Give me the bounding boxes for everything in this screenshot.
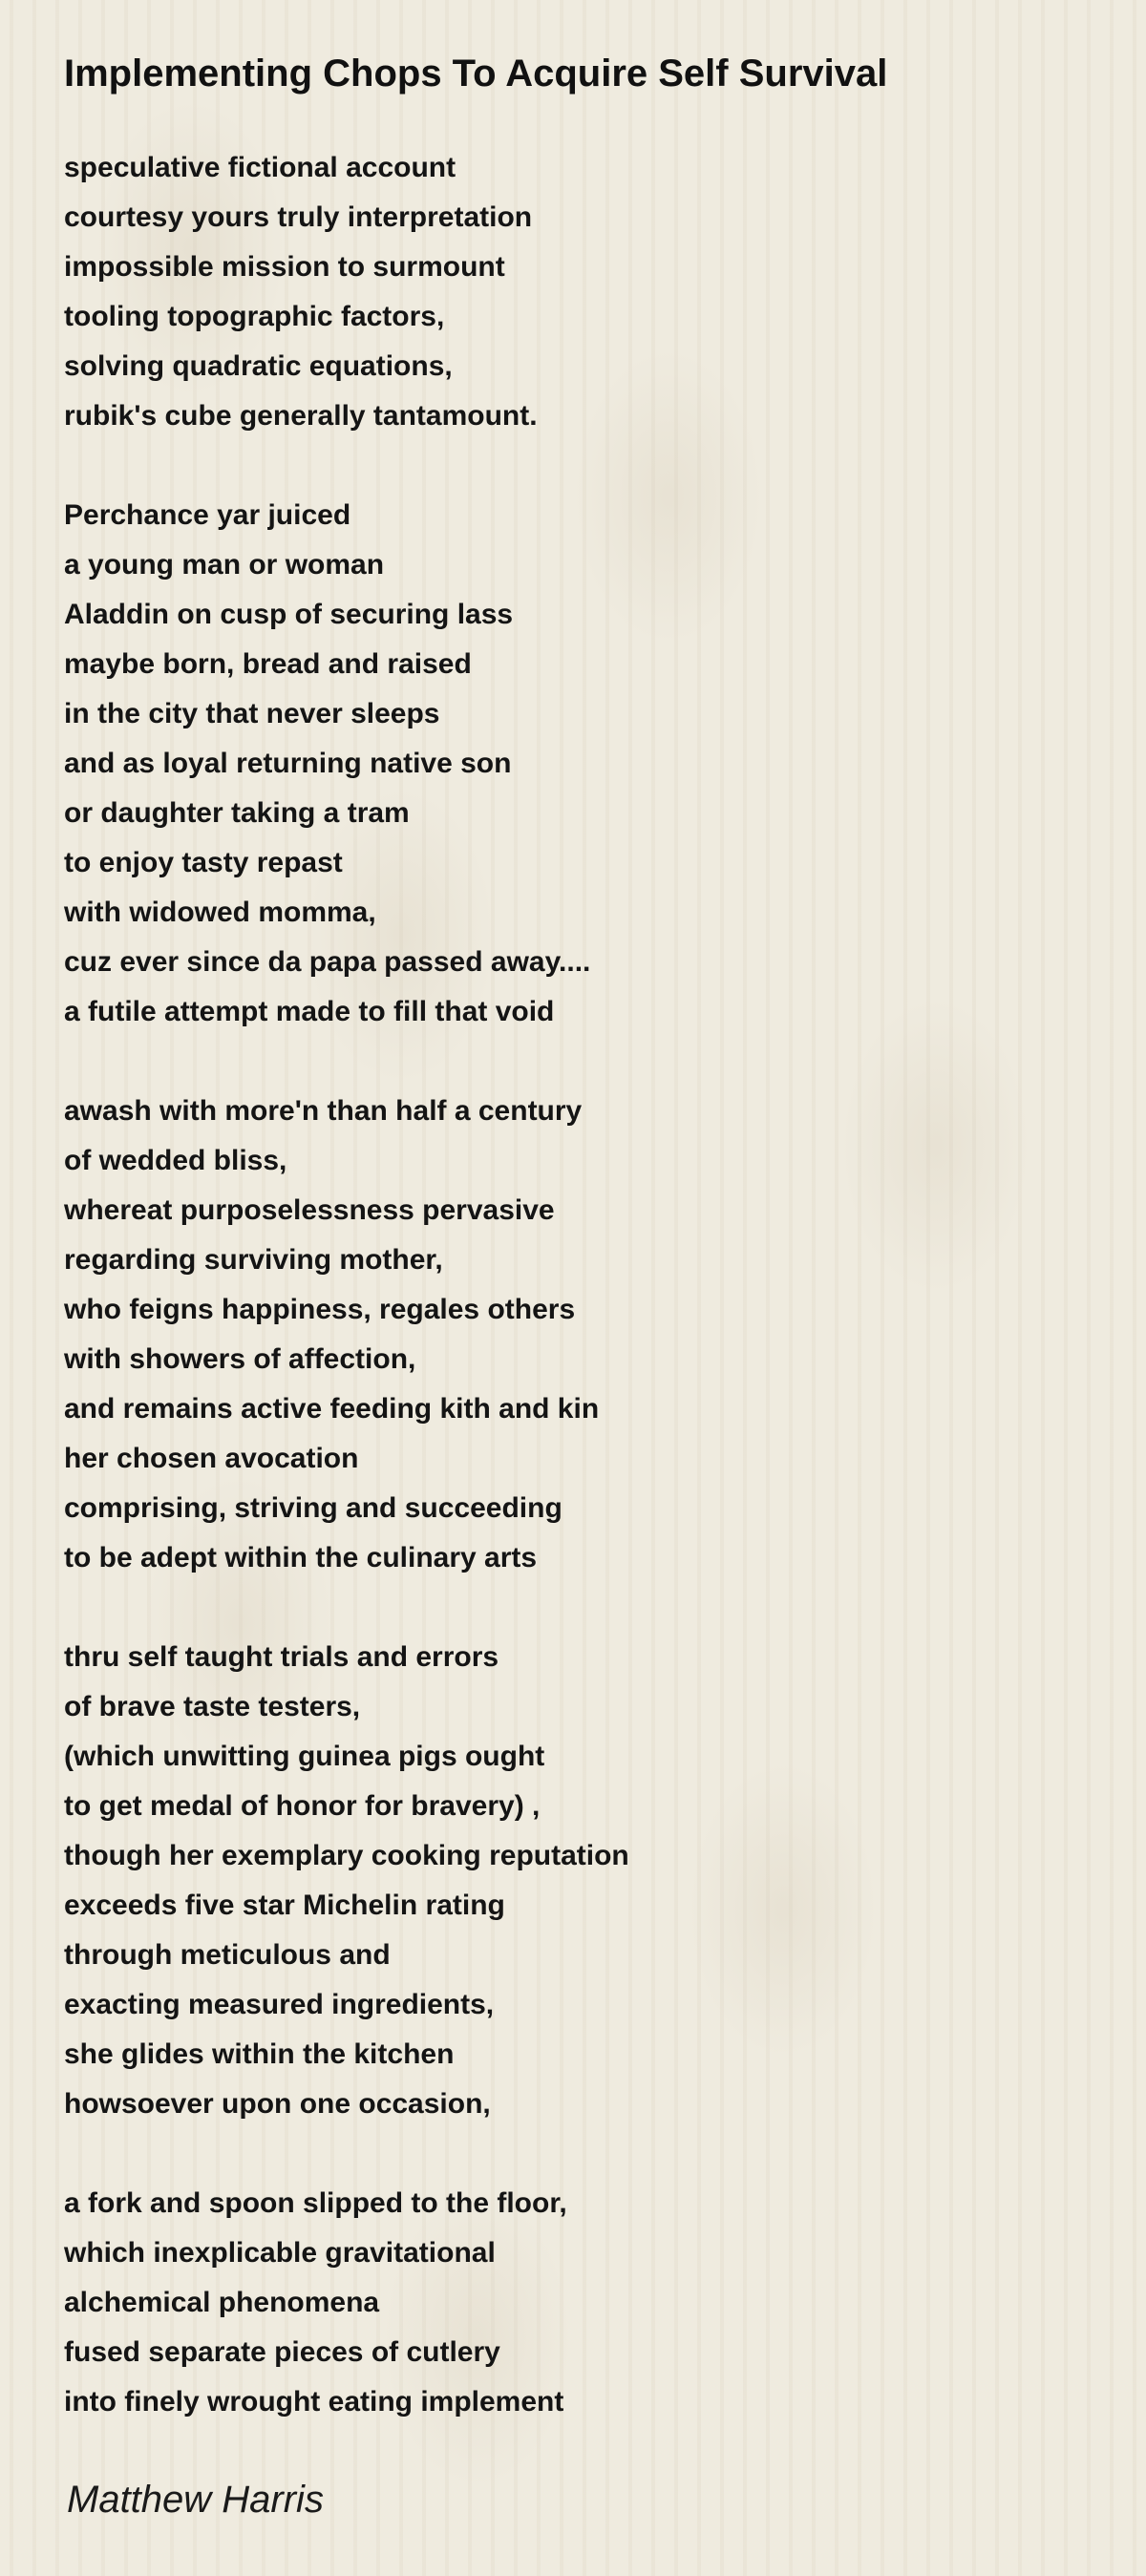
poem-line: Perchance yar juiced — [64, 499, 351, 531]
poem-line: fused separate pieces of cutlery — [64, 2336, 500, 2368]
poem-line: which inexplicable gravitational — [64, 2237, 496, 2269]
poem-line: of wedded bliss, — [64, 1145, 287, 1176]
poem-line: exceeds five star Michelin rating — [64, 1890, 505, 1921]
poem-line: and as loyal returning native son — [64, 748, 512, 779]
poem-line: (which unwitting guinea pigs ought — [64, 1741, 545, 1772]
poem-line: cuz ever since da papa passed away.... — [64, 946, 591, 978]
poem-line: through meticulous and — [64, 1939, 391, 1971]
poem-line: to be adept within the culinary arts — [64, 1542, 538, 1573]
poem-line: alchemical phenomena — [64, 2287, 380, 2318]
poem-line: whereat purposelessness pervasive — [64, 1194, 555, 1226]
poem-line: a futile attempt made to fill that void — [64, 996, 555, 1027]
poem-line: or daughter taking a tram — [64, 797, 410, 829]
poem-line: with widowed momma, — [64, 897, 376, 928]
poem-line: regarding surviving mother, — [64, 1244, 443, 1276]
poem-line: in the city that never sleeps — [64, 698, 440, 729]
poem-stanza — [64, 1633, 1095, 2129]
poem-container — [64, 48, 1095, 2477]
poem-line: and remains active feeding kith and kin — [64, 1393, 600, 1425]
poem-line: into finely wrought eating implement — [64, 2386, 564, 2418]
poem-line: comprising, striving and succeeding — [64, 1492, 562, 1524]
poem-body — [64, 143, 1095, 2427]
poem-line: howsoever upon one occasion, — [64, 2088, 491, 2120]
poem-stanza — [64, 491, 1095, 1037]
poem-line: she glides within the kitchen — [64, 2038, 455, 2070]
poem-line: thru self taught trials and errors — [64, 1641, 499, 1673]
poem-line: speculative fictional account — [64, 152, 456, 183]
poem-line: tooling topographic factors, — [64, 301, 445, 332]
poem-line: impossible mission to surmount — [64, 251, 505, 283]
poem-line: to enjoy tasty repast — [64, 847, 343, 878]
poem-line: a fork and spoon slipped to the floor, — [64, 2187, 567, 2219]
poem-stanza — [64, 2179, 1095, 2427]
poem-author: Matthew Harris — [67, 2479, 324, 2521]
poem-stanza — [64, 143, 1095, 441]
poem-line: exacting measured ingredients, — [64, 1989, 495, 2020]
poem-line: of brave taste testers, — [64, 1691, 361, 1722]
poem-line: courtesy yours truly interpretation — [64, 201, 533, 233]
poem-stanza — [64, 1087, 1095, 1583]
poem-line: a young man or woman — [64, 549, 385, 581]
poem-line: who feigns happiness, regales others — [64, 1294, 576, 1325]
poem-line: awash with more'n than half a century — [64, 1095, 583, 1127]
poem-line: though her exemplary cooking reputation — [64, 1840, 629, 1871]
poem-line: with showers of affection, — [64, 1343, 416, 1375]
poem-line: to get medal of honor for bravery) , — [64, 1790, 541, 1822]
poem-line: her chosen avocation — [64, 1443, 359, 1474]
poem-line: rubik's cube generally tantamount. — [64, 400, 538, 432]
poem-line: solving quadratic equations, — [64, 350, 453, 382]
poem-line: Aladdin on cusp of securing lass — [64, 599, 514, 630]
poem-title: Implementing Chops To Acquire Self Survival — [64, 53, 888, 95]
poem-line: maybe born, bread and raised — [64, 648, 472, 680]
